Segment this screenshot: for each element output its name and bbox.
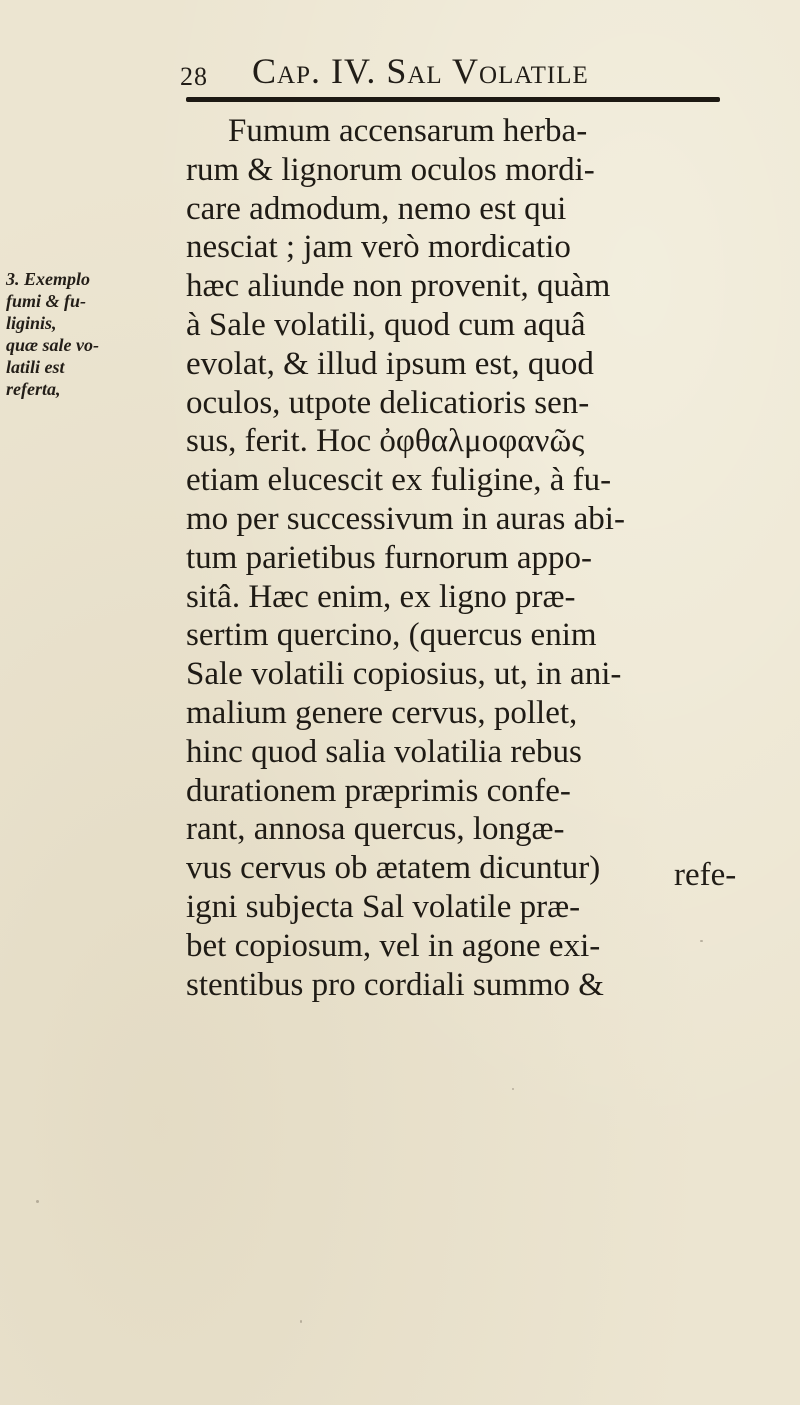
- page-number: 28: [180, 62, 208, 91]
- text-line: sus, ferit. Hoc ὀφθαλμοφανῶς: [186, 423, 585, 460]
- text-line: evolat, & illud ipsum est, quod: [186, 345, 594, 382]
- marginal-note: [6, 268, 186, 400]
- marginal-note-line: liginis,: [6, 313, 57, 333]
- text-line: vus cervus ob ætatem dicuntur): [186, 850, 601, 887]
- marginal-note-line: quæ sale vo-: [6, 335, 99, 355]
- text-line: sitâ. Hæc enim, ex ligno præ-: [186, 578, 576, 615]
- text-line: rant, annosa quercus, longæ-: [186, 811, 565, 848]
- text-line: à Sale volatili, quod cum aquâ: [186, 306, 586, 343]
- marginal-note-line: referta,: [6, 379, 61, 399]
- page-header: [180, 48, 700, 96]
- text-line: care admodum, nemo est qui: [186, 190, 567, 227]
- paper-speck: [512, 1088, 514, 1090]
- text-line: etiam elucescit ex fuligine, à fu-: [186, 462, 612, 499]
- paper-speck: [36, 1200, 39, 1203]
- header-rule: [186, 97, 720, 102]
- text-line: nesciat ; jam verò mordicatio: [186, 229, 571, 266]
- catchword: refe-: [674, 857, 737, 893]
- text-line: Fumum accensarum herba-: [228, 113, 588, 149]
- running-head: Cap. IV. Sal Volatile: [252, 51, 589, 91]
- text-line: hinc quod salia volatilia rebus: [186, 733, 582, 770]
- text-line: stentibus pro cordiali summo &: [186, 966, 604, 1003]
- paper-speck: [300, 1320, 302, 1323]
- paper-speck: [700, 940, 703, 942]
- text-line: rum & lignorum oculos mordi-: [186, 151, 595, 188]
- marginal-note-line: latili est: [6, 357, 65, 377]
- text-line: hæc aliunde non provenit, quàm: [186, 268, 611, 305]
- text-line: Sale volatili copiosius, ut, in ani-: [186, 656, 622, 693]
- text-line: malium genere cervus, pollet,: [186, 694, 578, 731]
- text-line: igni subjecta Sal volatile præ-: [186, 888, 581, 925]
- text-line: bet copiosum, vel in agone exi-: [186, 927, 601, 964]
- text-line: tum parietibus furnorum appo-: [186, 539, 592, 576]
- text-line: durationem præprimis confe-: [186, 772, 571, 809]
- text-line: sertim quercino, (quercus enim: [186, 617, 597, 654]
- text-line: mo per successivum in auras abi-: [186, 500, 625, 537]
- text-line: oculos, utpote delicatioris sen-: [186, 384, 590, 421]
- marginal-note-line: 3. Exemplo: [6, 269, 90, 289]
- marginal-note-line: fumi & fu-: [6, 291, 87, 311]
